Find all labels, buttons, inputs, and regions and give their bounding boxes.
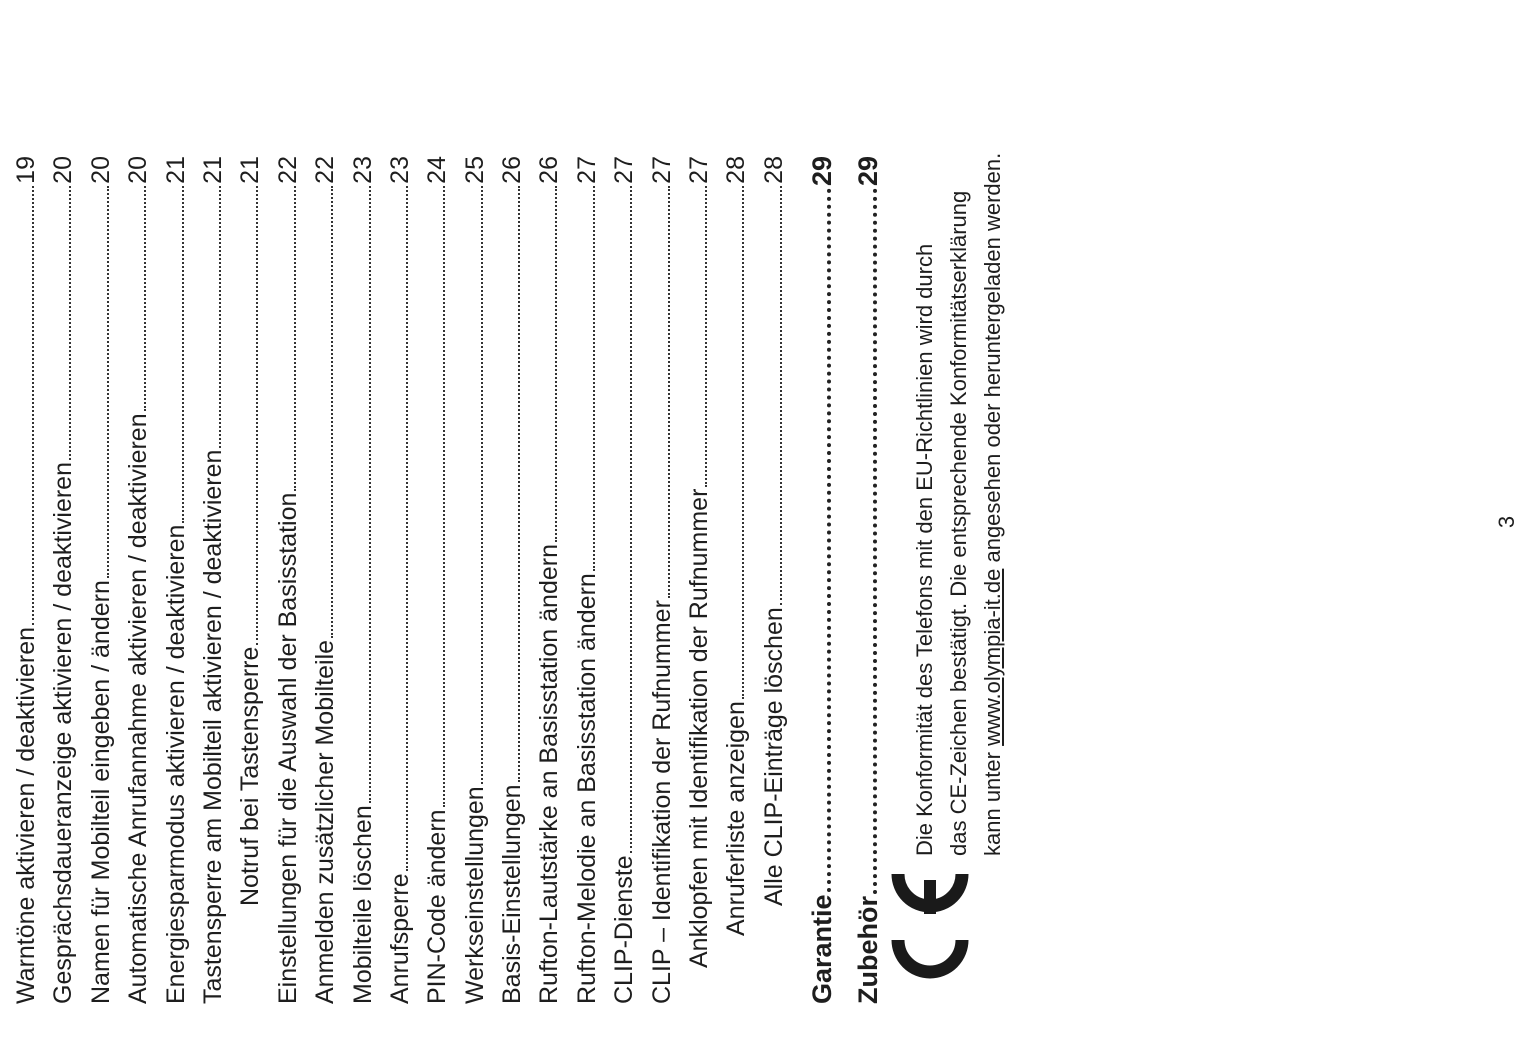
toc-page-number: 21 xyxy=(198,156,227,184)
toc-leader-dots xyxy=(406,186,408,872)
toc-leader-dots xyxy=(518,186,520,783)
toc-chapter-entry xyxy=(799,156,845,1004)
conformity-notice xyxy=(908,0,1010,856)
toc-leader-dots xyxy=(555,186,557,542)
toc-entry-title: Namen für Mobilteil eingeben / ändern xyxy=(86,580,115,1004)
toc-leader-dots xyxy=(593,186,595,571)
toc-chapter-entry xyxy=(845,156,891,1004)
toc-page-number: 25 xyxy=(460,156,489,184)
conformity-line-2: das CE-Zeichen bestätigt. Die entsprechende Konformitätserklärung xyxy=(946,190,971,856)
toc-subentry xyxy=(756,156,793,1004)
toc-page-number: 21 xyxy=(161,156,190,184)
toc-entry xyxy=(120,156,157,1004)
toc-page-number: 21 xyxy=(236,156,265,184)
toc-entry-title: Rufton-Lautstärke an Basisstation ändern xyxy=(535,544,564,1004)
toc-entry-title: Werkseinstellungen xyxy=(460,786,489,1004)
toc-leader-dots xyxy=(256,186,258,645)
toc-page-number: 20 xyxy=(86,156,115,184)
toc-entry xyxy=(45,156,82,1004)
toc-entry xyxy=(307,156,344,1004)
toc-subentry xyxy=(232,156,269,1004)
toc-leader-dots xyxy=(630,186,632,854)
toc-entry xyxy=(531,156,568,1004)
toc-entry-title: Warntöne aktivieren / deaktivieren xyxy=(12,626,40,1004)
ce-mark-icon xyxy=(890,862,970,1002)
toc-entry xyxy=(569,156,606,1004)
toc-page-number: 22 xyxy=(273,156,302,184)
toc-entry-title: Rufton-Melodie an Basisstation ändern xyxy=(572,573,601,1004)
toc-entry xyxy=(494,156,531,1004)
toc-entry xyxy=(644,156,681,1004)
toc-subentry xyxy=(681,156,718,1004)
toc-entry-title: Anruferliste anzeigen xyxy=(722,701,751,936)
toc-entry-title: Garantie xyxy=(807,894,838,1004)
toc-entry-title: Tastensperre am Mobilteil aktivieren / deaktivieren xyxy=(198,449,227,1004)
toc-entry-title: Anrufsperre xyxy=(385,873,414,1004)
toc-entry xyxy=(457,156,494,1004)
toc-entry xyxy=(345,156,382,1004)
toc-leader-dots xyxy=(873,188,877,894)
toc-leader-dots xyxy=(742,186,744,699)
toc-entry-title: Energiesparmodus aktivieren / deaktivieren xyxy=(161,524,190,1004)
conformity-line-1: Die Konformität des Telefons mit den EU-Richtlinien wird durch xyxy=(912,243,937,856)
toc-entry-title: Einstellungen für die Auswahl der Basisstation xyxy=(273,492,302,1004)
olympia-website-link[interactable]: www.olympia-it.de xyxy=(980,568,1005,746)
toc-page-number: 20 xyxy=(124,156,153,184)
conformity-line-3-prefix: kann unter xyxy=(980,745,1005,856)
page-number: 3 xyxy=(1494,515,1519,529)
toc-entry xyxy=(270,156,307,1004)
toc-entry-title: Zubehör xyxy=(853,896,884,1004)
toc-page-number: 26 xyxy=(535,156,564,184)
toc-leader-dots xyxy=(144,186,146,412)
toc-page-number: 28 xyxy=(722,156,751,184)
toc-page-number: 26 xyxy=(498,156,527,184)
toc-entry xyxy=(195,156,232,1004)
toc-page-number: 22 xyxy=(311,156,340,184)
toc-leader-dots xyxy=(182,186,184,523)
toc-entry-title: Anklopfen mit Identifikation der Rufnummer xyxy=(685,488,714,968)
toc-leader-dots xyxy=(107,186,109,578)
toc-leader-dots xyxy=(443,186,445,808)
toc-entry xyxy=(606,156,643,1004)
toc-entry xyxy=(158,156,195,1004)
toc-leader-dots xyxy=(780,186,782,605)
toc-page-number: 27 xyxy=(685,156,714,184)
toc-leader-dots xyxy=(668,186,670,598)
toc-page-number: 27 xyxy=(647,156,676,184)
conformity-line-3-suffix: angesehen oder heruntergeladen werden. xyxy=(980,152,1005,569)
toc-page-number: 29 xyxy=(807,156,838,187)
toc-leader-dots xyxy=(705,186,707,487)
toc-leader-dots xyxy=(331,186,333,638)
toc-page-number: 28 xyxy=(759,156,788,184)
toc-leader-dots xyxy=(32,186,34,625)
toc-entry xyxy=(8,156,45,1004)
toc-entry-title: CLIP – Identifikation der Rufnummer xyxy=(647,600,676,1004)
toc-page-number: 27 xyxy=(572,156,601,184)
toc-entry-title: PIN-Code ändern xyxy=(423,809,452,1004)
toc-leader-dots xyxy=(294,186,296,491)
toc-entry-title: Gesprächsdaueranzeige aktivieren / deaktivieren xyxy=(49,462,78,1004)
toc-leader-dots xyxy=(219,186,221,448)
toc-entry-title: Anmelden zusätzlicher Mobilteile xyxy=(311,639,340,1004)
toc-subentry xyxy=(718,156,755,1004)
toc-page-number: 23 xyxy=(348,156,377,184)
conformity-line-3 xyxy=(976,0,1010,856)
toc-entry xyxy=(382,156,419,1004)
toc-entry-title: Mobilteile löschen xyxy=(348,805,377,1004)
toc-page-number: 24 xyxy=(423,156,452,184)
toc-leader-dots xyxy=(827,188,831,892)
toc-page-number: 29 xyxy=(853,156,884,187)
toc-page-number: 19 xyxy=(12,156,40,184)
toc-entry xyxy=(419,156,456,1004)
toc-leader-dots xyxy=(369,186,371,803)
toc-leader-dots xyxy=(481,186,483,784)
toc-leader-dots xyxy=(69,186,71,460)
table-of-contents xyxy=(8,156,891,1004)
toc-page-number: 23 xyxy=(385,156,414,184)
toc-entry-title: Alle CLIP-Einträge löschen xyxy=(759,607,788,906)
toc-page-number: 27 xyxy=(610,156,639,184)
toc-page-number: 20 xyxy=(49,156,78,184)
toc-entry-title: Notruf bei Tastensperre xyxy=(236,646,265,906)
toc-entry-title: Automatische Anrufannahme aktivieren / deaktivieren xyxy=(124,413,153,1004)
toc-entry xyxy=(83,156,120,1004)
toc-entry-title: CLIP-Dienste xyxy=(610,855,639,1004)
toc-entry-title: Basis-Einstellungen xyxy=(498,784,527,1004)
